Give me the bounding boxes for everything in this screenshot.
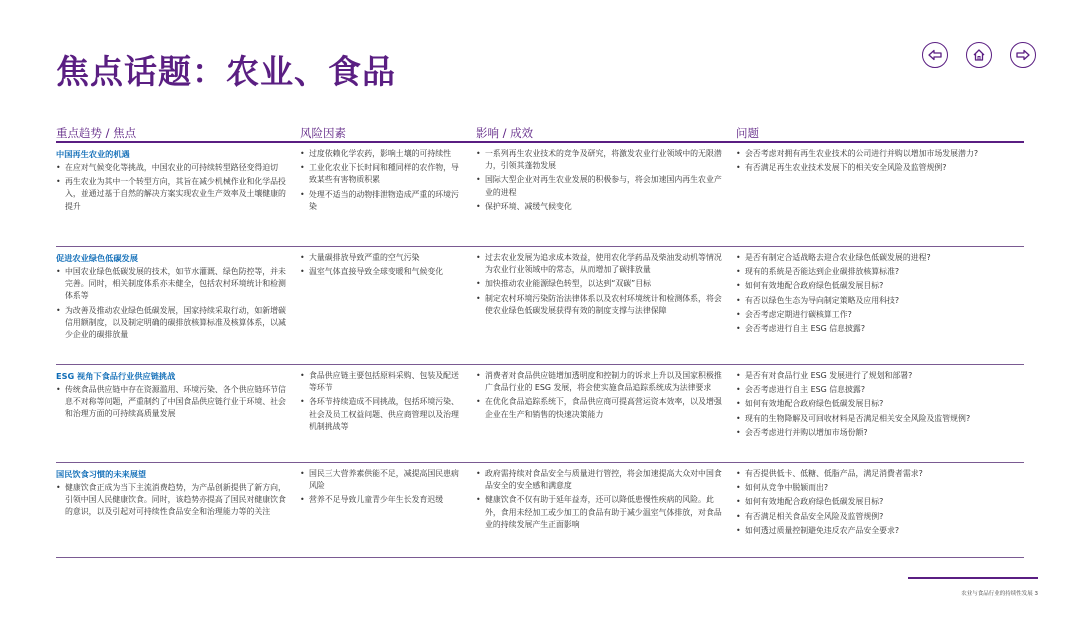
list-item: • 国际大型企业对再生农业发展的积极参与，将会加速国内再生农业产业的进程 (476, 174, 724, 198)
table-row (56, 463, 1024, 558)
list-item: • 有否以绿色生态为导向制定策略及应用科技? (736, 295, 1024, 307)
list-item: • 大量碳排放导致严重的空气污染 (300, 252, 464, 264)
row-title: 促进农业绿色低碳发展 (56, 253, 138, 263)
list-item: • 各环节持续造成不同挑战，包括环境污染、社会及员工权益问题、供应商管理以及治理机制挑战等 (300, 396, 464, 433)
list-item: • 一系列再生农业技术的竞争及研究，将激发农业行业领域中的无限潜力，引领其蓬勃发展 (476, 148, 724, 172)
list-item: • 为改善及推动农业绿色低碳发展，国家持续采取行动，如新增碳信用额制度，以及制定明确的碳排放核算标准及核算体系，以减少企业的碳排放量 (56, 305, 288, 342)
question-cell (736, 252, 1024, 337)
list-item: • 在应对气候变化等挑战，中国农业的可持续转型路径变得迫切 (56, 162, 288, 174)
list-item: • 是否有制定合适战略去迎合农业绿色低碳发展的进程? (736, 252, 1024, 264)
header-questions: 问题 (736, 126, 759, 140)
list-item: • 工业化农业下长时间和種同样的农作物，导致某些有害物质积累 (300, 162, 464, 186)
home-button[interactable] (966, 42, 992, 68)
next-button[interactable] (1010, 42, 1036, 68)
table-header (56, 124, 1024, 143)
page-title: 焦点话题：农业、食品 (56, 52, 396, 91)
row-title: ESG 视角下食品行业供应链挑战 (56, 371, 176, 381)
list-item: • 健康饮食不仅有助于延年益寿，还可以降低患慢性疾病的风险。此外，食用未经加工或少加工的食品有助于减少温室气体排放，对食品业的持续发展产生正面影响 (476, 494, 724, 531)
page-footer: 农业与食品行业的持续性发展 3 (961, 591, 1038, 597)
list-item: • 如何有效地配合政府绿色低碳发展目标? (736, 280, 1024, 292)
list-item: • 中国农业绿色低碳发展的技术，如节水灌溉、绿色防控等，并未完善。同时，相关制度体系亦未健全，包括农村环境统计和检测体系等 (56, 266, 288, 303)
list-item: • 国民三大营养素供能不足，减提高国民患病风险 (300, 468, 464, 492)
impact-cell (476, 148, 724, 215)
home-icon (971, 47, 987, 63)
arrow-right-icon (1015, 47, 1031, 63)
trend-cell (56, 370, 288, 423)
list-item: • 健康饮食正成为当下主流消费趋势，为产品创新提供了新方向，引领中国人民健康饮食。同时，该趋势亦提高了国民对健康饮食的意识，以及引起对可持续性食品安全和治理能力等的关注 (56, 482, 288, 519)
list-item: • 过度依赖化学农药，影响土壤的可持续性 (300, 148, 464, 160)
list-item: • 会否考虑进行自主 ESG 信息披露? (736, 323, 1024, 335)
list-item: • 会否考虑进行自主 ESG 信息披露? (736, 384, 1024, 396)
table-row (56, 143, 1024, 247)
list-item: • 会否考虑进行并购以增加市场份额? (736, 427, 1024, 439)
list-item: • 如何有效地配合政府绿色低碳发展目标? (736, 496, 1024, 508)
question-cell (736, 370, 1024, 441)
list-item: • 有否满足再生农业技术发展下的相关安全风险及监管规例? (736, 162, 1024, 174)
list-item: • 制定农村环境污染防治法律体系以及农村环境统计和检测体系，将会使农业绿色低碳发展获得有效的制度支撑与法律保障 (476, 293, 724, 317)
impact-cell (476, 370, 724, 423)
list-item: • 食品供应链主要包括原料采购、包装及配送等环节 (300, 370, 464, 394)
list-item: • 如何从竞争中脱颖而出? (736, 482, 1024, 494)
focus-table (56, 124, 1024, 558)
row-title: 国民饮食习惯的未来展望 (56, 469, 147, 479)
table-row (56, 247, 1024, 365)
table-row (56, 365, 1024, 463)
list-item: • 温室气体直接导致全球变暖和气候变化 (300, 266, 464, 278)
list-item: • 营养不足导致儿童青少年生长发育迟缓 (300, 494, 464, 506)
list-item: • 会否考虑对拥有再生农业技术的公司进行并购以增加市场发展潜力? (736, 148, 1024, 160)
list-item: • 传统食品供应链中存在资源滥用、环境污染、各个供应链环节信息不对称等问题，严重制约了中国食品供应链行业于环境、社会和治理方面的可持续高质量发展 (56, 384, 288, 421)
question-cell (736, 468, 1024, 539)
question-cell (736, 148, 1024, 176)
risk-cell (300, 252, 464, 280)
arrow-left-icon (927, 47, 943, 63)
list-item: • 政府需持续对食品安全与质量进行管控，将会加速提高大众对中国食品安全的安全感和满意度 (476, 468, 724, 492)
list-item: • 如何有效地配合政府绿色低碳发展目标? (736, 398, 1024, 410)
header-impacts: 影响 / 成效 (476, 126, 534, 140)
trend-cell (56, 468, 288, 521)
list-item: • 现有的系統是否能达到企业碳排放核算标准? (736, 266, 1024, 278)
list-item: • 处理不适当的动物排泄物造成严重的环境污染 (300, 189, 464, 213)
risk-cell (300, 370, 464, 435)
header-trends: 重点趋势 / 焦点 (56, 126, 137, 140)
list-item: • 消费者对食品供应链增加透明度和控制力的诉求上升以及国家积极推广食品行业的 ESG 发展，将会使实施食品追踪系统成为法律要求 (476, 370, 724, 394)
impact-cell (476, 252, 724, 319)
list-item: • 会否考虑定期进行碳核算工作? (736, 309, 1024, 321)
risk-cell (300, 468, 464, 509)
trend-cell (56, 252, 288, 343)
list-item: • 如何透过质量控制避免违反农产品安全要求? (736, 525, 1024, 537)
list-item: • 再生农业为其中一个转型方向，其旨在减少机械作业和化学品投入，並通过基于自然的解决方案实现农业生产效率及土壤健康的提升 (56, 176, 288, 213)
list-item: • 有否满足相关食品安全风险及监管规例? (736, 511, 1024, 523)
header-risks: 风险因素 (300, 126, 346, 140)
list-item: • 有否提供低卡、低糖、低脂产品，满足消費者需求? (736, 468, 1024, 480)
impact-cell (476, 468, 724, 533)
risk-cell (300, 148, 464, 215)
list-item: • 现有的生物降解及可回收材料是否满足相关安全风险及监管规例? (736, 413, 1024, 425)
list-item: • 是否有对食品行业 ESG 发展进行了规划和部署? (736, 370, 1024, 382)
prev-button[interactable] (922, 42, 948, 68)
list-item: • 过去农业发展为追求成本效益，使用农化学药品及柴油发动机等情况为农业行业领域中的常态，从而增加了碳排放量 (476, 252, 724, 276)
row-title: 中国再生农业的机遇 (56, 149, 130, 159)
trend-cell (56, 148, 288, 215)
list-item: • 加快推动农业能源绿色转型，以达到“双碳”目标 (476, 278, 724, 290)
footer-divider (908, 577, 1038, 579)
list-item: • 保护环境、减缓气候变化 (476, 201, 724, 213)
list-item: • 在优化食品追踪系统下，食品供应商可提高营运资本效率，以及增强企业在生产和销售的快速决策能力 (476, 396, 724, 420)
